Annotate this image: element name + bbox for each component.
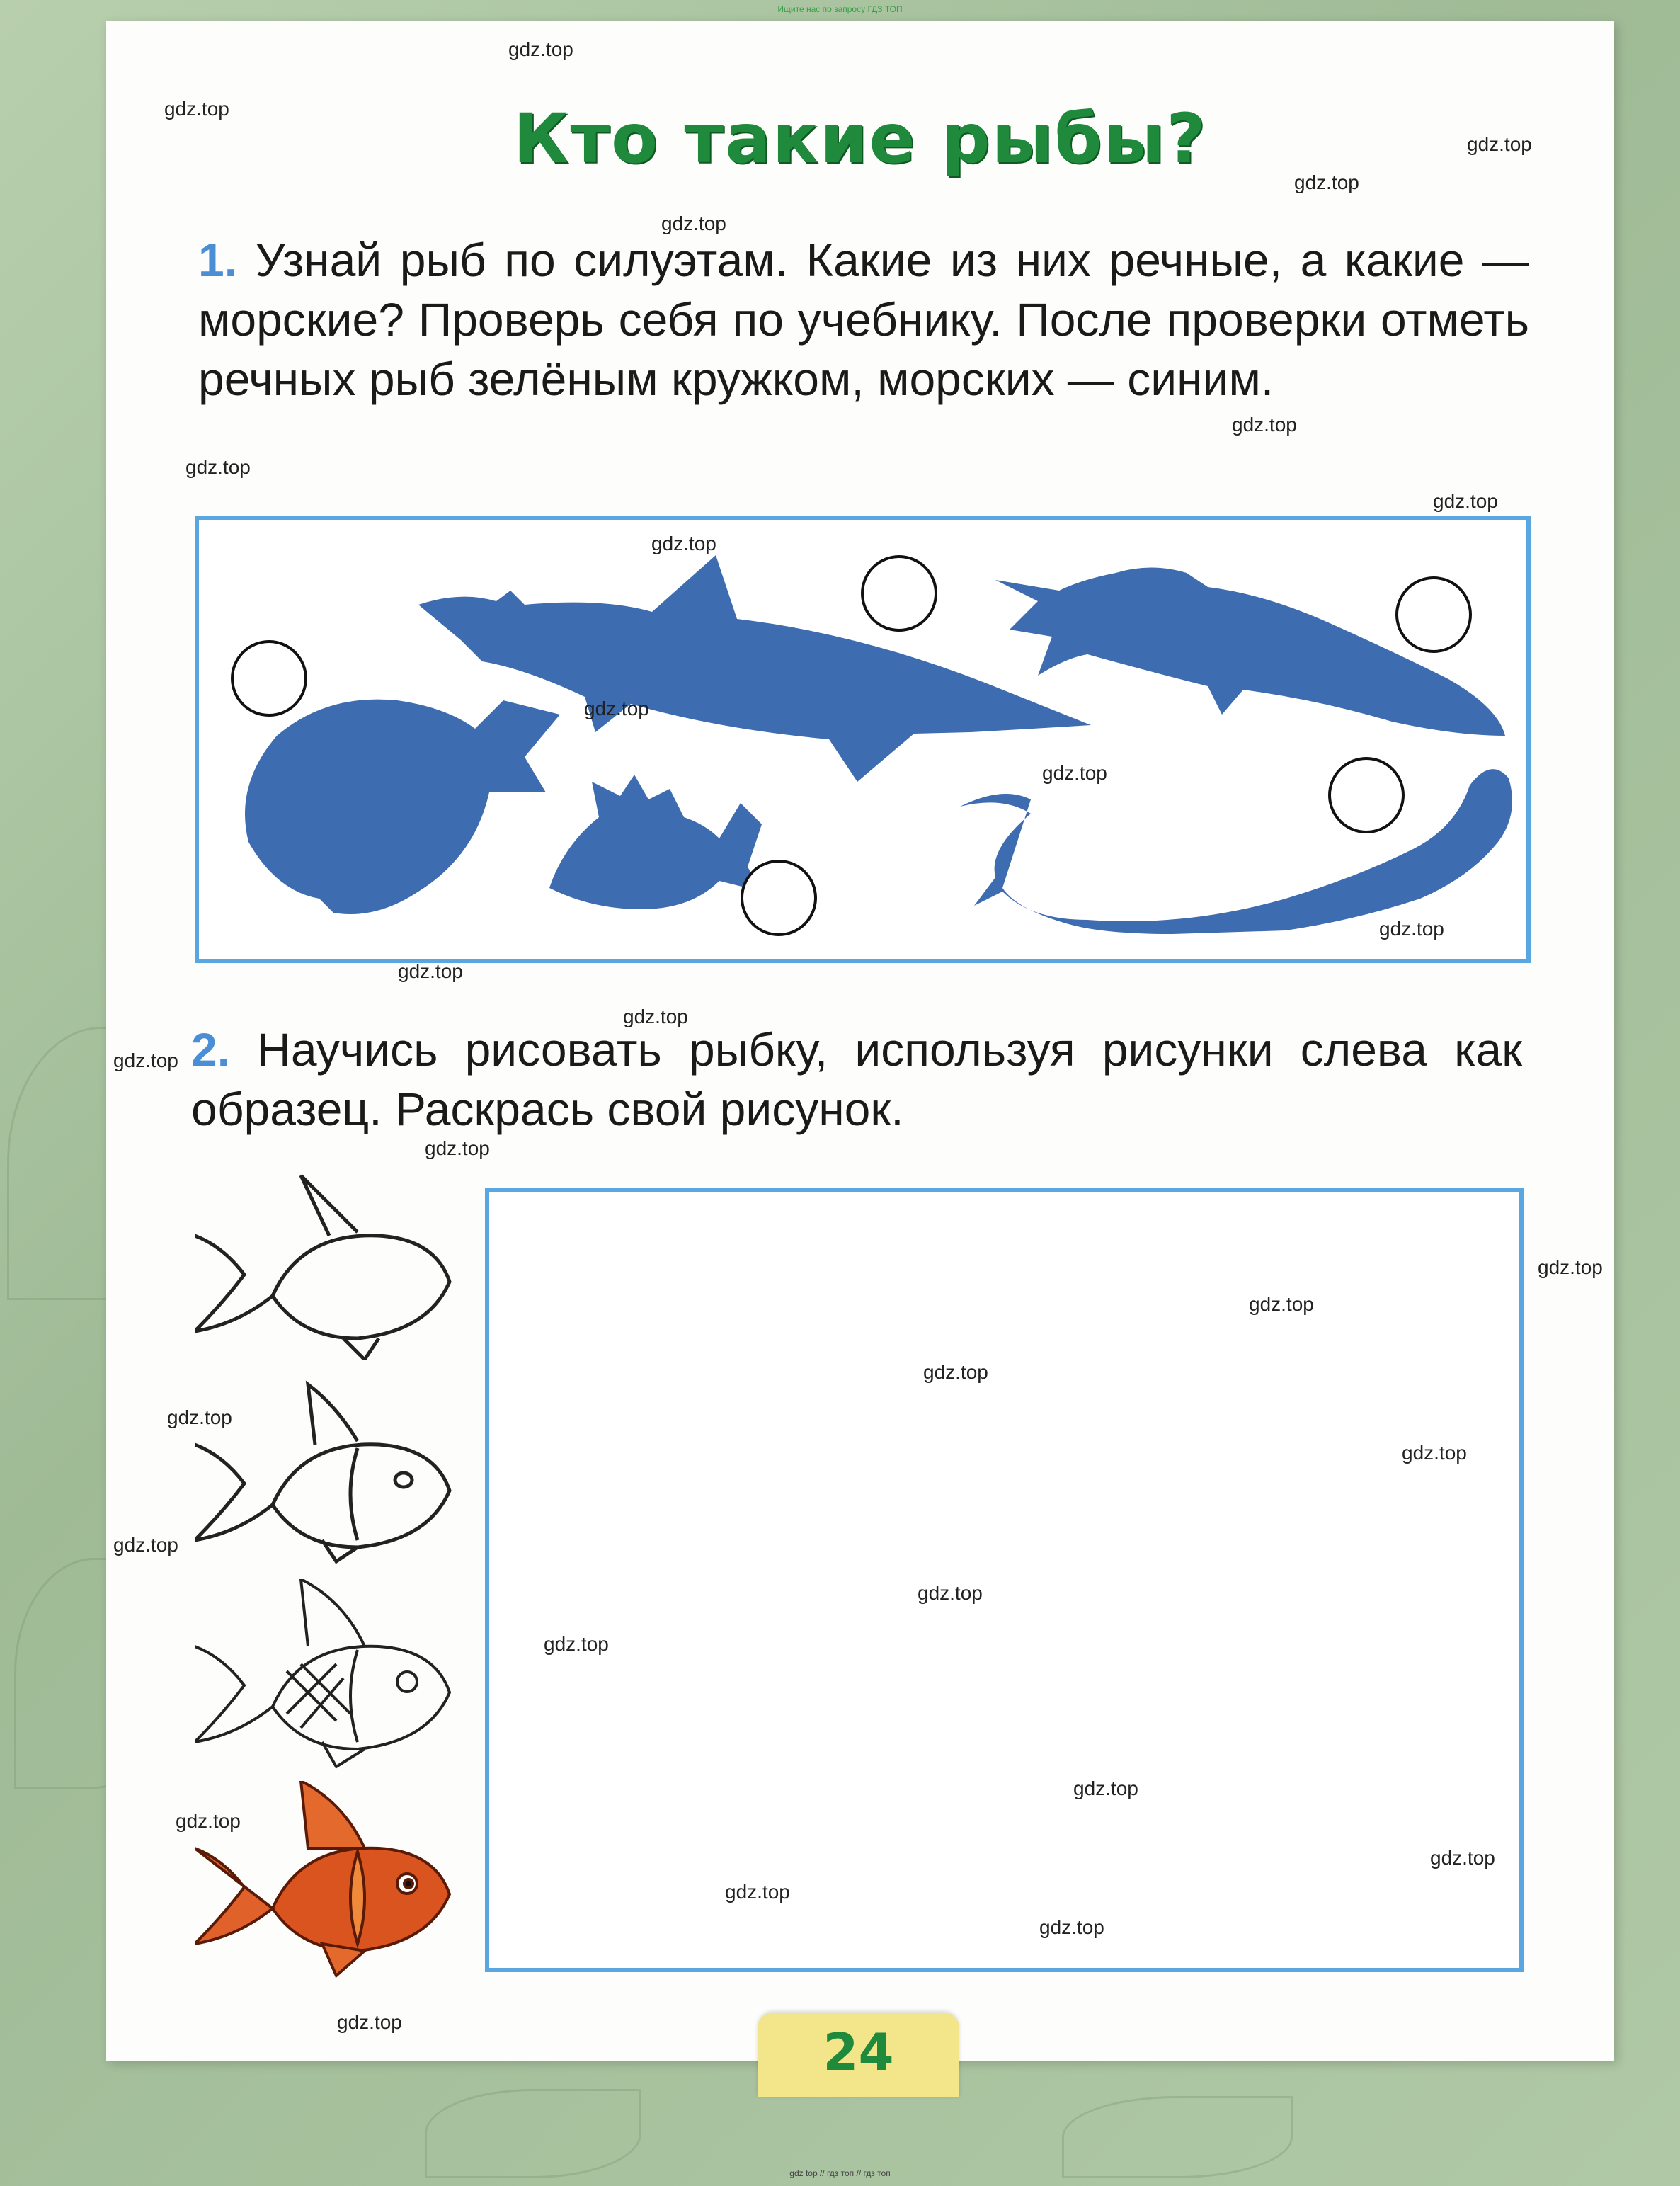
- flounder-silhouette-icon: [234, 686, 560, 920]
- watermark: gdz.top: [1294, 171, 1359, 193]
- drawing-area[interactable]: [485, 1188, 1524, 1972]
- page-number: 24: [823, 2022, 894, 2082]
- page-title: Кто такие рыбы?: [513, 99, 1207, 178]
- watermark: gdz.top: [164, 98, 229, 120]
- watermark: gdz.top: [1538, 1256, 1603, 1278]
- task-2-number: 2.: [191, 1023, 231, 1076]
- task-1-text: Узнай рыб по силуэтам. Какие из них речные, а какие — морские? Проверь себя по учебнику. После проверки отметь речных рыб зелёным кружком, морских — синим.: [198, 234, 1529, 405]
- task-1-number: 1.: [198, 234, 238, 286]
- watermark: gdz.top: [1433, 490, 1498, 512]
- watermark: gdz.top: [1039, 1916, 1104, 1938]
- watermark: gdz.top: [167, 1406, 232, 1428]
- watermark: gdz.top: [113, 1049, 178, 1071]
- watermark: gdz.top: [651, 533, 716, 554]
- watermark: gdz.top: [1402, 1442, 1467, 1464]
- watermark: gdz.top: [918, 1582, 983, 1604]
- watermark: gdz.top: [1042, 762, 1107, 784]
- watermark: gdz.top: [725, 1881, 790, 1903]
- fish-drawing-step-2-icon: [195, 1377, 457, 1569]
- watermark: gdz.top: [113, 1534, 178, 1556]
- watermark: gdz.top: [508, 38, 573, 60]
- watermark: gdz.top: [425, 1137, 490, 1159]
- leaf-decoration: [425, 2089, 641, 2178]
- header-note: Ищите нас по запросу ГДЗ ТОП: [777, 4, 903, 14]
- watermark: gdz.top: [1249, 1293, 1314, 1315]
- watermark: gdz.top: [337, 2011, 402, 2033]
- watermark: gdz.top: [544, 1633, 609, 1655]
- watermark: gdz.top: [1430, 1847, 1495, 1869]
- watermark: gdz.top: [185, 456, 251, 478]
- watermark: gdz.top: [1379, 918, 1444, 940]
- marker-circle[interactable]: [741, 860, 817, 936]
- silhouettes-frame: [195, 516, 1531, 963]
- task-2: [191, 1020, 1522, 1139]
- watermark: gdz.top: [661, 212, 726, 234]
- marker-circle[interactable]: [231, 640, 307, 717]
- watermark: gdz.top: [1232, 414, 1297, 436]
- watermark: gdz.top: [584, 698, 649, 719]
- leaf-decoration: [1062, 2096, 1293, 2178]
- footer-note: gdz top // гдз топ // гдз топ: [789, 2168, 891, 2178]
- marker-circle[interactable]: [1395, 576, 1472, 653]
- page-number-tab: [758, 2013, 959, 2097]
- watermark: gdz.top: [398, 960, 463, 982]
- watermark: gdz.top: [623, 1006, 688, 1027]
- task-2-text: Научись рисовать рыбку, используя рисунки слева как образец. Раскрась свой рисунок.: [191, 1023, 1522, 1135]
- watermark: gdz.top: [923, 1361, 988, 1383]
- watermark: gdz.top: [1467, 133, 1532, 155]
- watermark: gdz.top: [1073, 1777, 1138, 1799]
- watermark: gdz.top: [176, 1810, 241, 1832]
- fish-drawing-step-3-icon: [195, 1579, 457, 1770]
- task-1: [198, 230, 1529, 409]
- marker-circle[interactable]: [861, 555, 937, 632]
- fish-drawing-step-1-icon: [195, 1168, 457, 1360]
- marker-circle[interactable]: [1328, 757, 1405, 833]
- perch-silhouette-icon: [549, 768, 769, 916]
